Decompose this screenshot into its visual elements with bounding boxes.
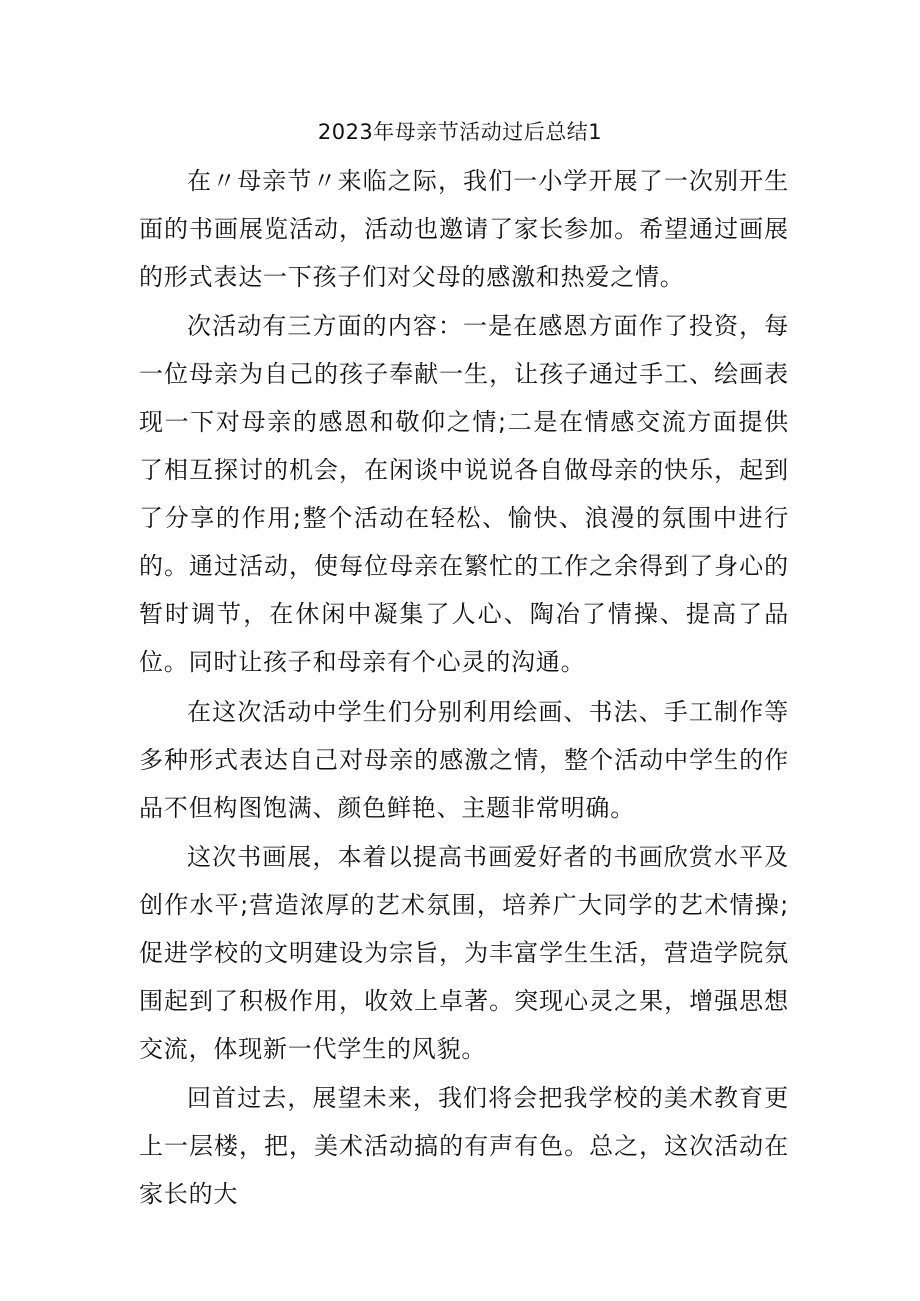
paragraph-student-works: 在这次活动中学生们分别利用绘画、书法、手工制作等多种形式表达自己对母亲的感激之情，整个活动中学生的作品不但构图饱满、颜色鲜艳、主题非常明确。 <box>139 698 789 822</box>
paragraph-exhibition-purpose: 这次书画展，本着以提高书画爱好者的书画欣赏水平及创作水平;营造浓厚的艺术氛围，培养广大同学的艺术情操;促进学校的文明建设为宗旨，为丰富学生生活，营造学院氛围起到了积极作用，收效上卓著。突现心灵之果，增强思想交流，体现新一代学生的风貌。 <box>139 843 789 1063</box>
paragraph-activity-content: 次活动有三方面的内容：一是在感恩方面作了投资，每一位母亲为自己的孩子奉献一生，让孩子通过手工、绘画表现一下对母亲的感恩和敬仰之情;二是在情感交流方面提供了相互探讨的机会，在闲谈中说说各自做母亲的快乐，起到了分享的作用;整个活动在轻松、愉快、浪漫的氛围中进行的。通过活动，使每位母亲在繁忙的工作之余得到了身心的暂时调节，在休闲中凝集了人心、陶冶了情操、提高了品位。同时让孩子和母亲有个心灵的沟通。 <box>139 312 789 676</box>
paragraph-intro: 在〃母亲节〃来临之际，我们一小学开展了一次别开生面的书画展览活动，活动也邀请了家长参加。希望通过画展的形式表达一下孩子们对父母的感激和热爱之情。 <box>139 167 789 291</box>
document-title: 2023年母亲节活动过后总结1 <box>317 120 603 144</box>
paragraph-outlook: 回首过去，展望未来，我们将会把我学校的美术教育更上一层楼，把，美术活动搞的有声有色。总之，这次活动在家长的大 <box>139 1084 789 1208</box>
